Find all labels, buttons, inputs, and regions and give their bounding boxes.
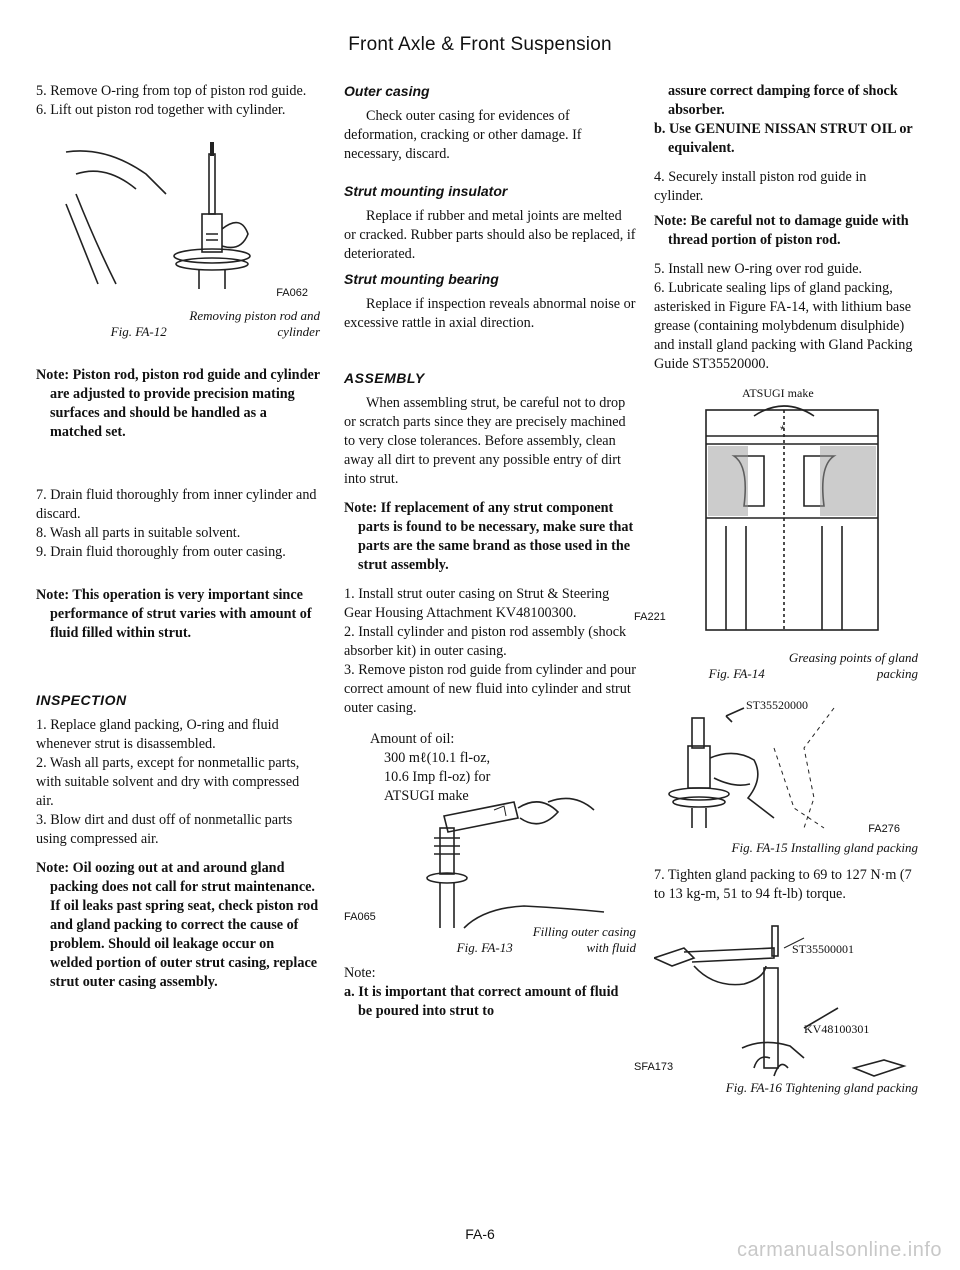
filling-casing-illustration (344, 788, 636, 938)
note-matched-set: Note: Piston rod, piston rod guide and cylinder are adjusted to provide precision mating surfaces and should be handled as a matched set. (36, 367, 320, 440)
figure-fa14 (634, 384, 918, 644)
step-5: 5. Remove O-ring from top of piston rod guide. (36, 83, 307, 99)
note-replacement: Note: If replacement of any strut component parts is found to be necessary, make sure that parts are the same brand as those used in the strut assembly. (344, 500, 634, 573)
assembly-step-2: 2. Install cylinder and piston rod assembly (shock absorber kit) in outer casing. (344, 624, 627, 659)
column-left (36, 82, 320, 992)
figure-fa16-caption (654, 1080, 918, 1096)
figure-fa12-number: Fig. FA-12 (110, 324, 167, 339)
figure-fa15 (654, 688, 918, 838)
figure-fa15-code: FA276 (868, 823, 900, 835)
step-8: 8. Wash all parts in suitable solvent. (36, 525, 241, 541)
oil-amount-label: Amount of oil: (370, 731, 455, 747)
gland-tightening-illustration (654, 918, 918, 1078)
column-middle (344, 82, 636, 1021)
step-7-tighten: 7. Tighten gland packing to 69 to 127 N·m (7 to 13 kg-m, 51 to 94 ft-lb) torque. (654, 867, 912, 902)
figure-fa14-caption (654, 650, 918, 682)
figure-fa13-code: FA065 (344, 911, 376, 923)
step-4-install-guide: 4. Securely install piston rod guide in cylinder. (654, 169, 867, 204)
insulator-text: Replace if rubber and metal joints are melted or cracked. Rubber parts should also be replaced, if deteriorated. (344, 208, 636, 262)
watermark: carmanualsonline.info (736, 1239, 942, 1261)
inspection-step-3: 3. Blow dirt and dust off of nonmetallic parts using compressed air. (36, 812, 293, 847)
step-7: 7. Drain fluid thoroughly from inner cylinder and discard. (36, 487, 317, 522)
outer-casing-text: Check outer casing for evidences of deformation, cracking or other damage. If necessary, discard. (344, 108, 582, 162)
assembly-text: When assembling strut, be careful not to drop or scratch parts since they are precisely machined to very close tolerances. Before assembly, clean away all dirt to prevent any possible entry of dirt into strut. (344, 395, 626, 487)
figure-fa16-code: SFA173 (634, 1061, 674, 1073)
figure-fa15-caption (654, 840, 918, 856)
step-5-oring: 5. Install new O-ring over rod guide. (654, 261, 863, 277)
assembly-step-3: 3. Remove piston rod guide from cylinder and pour correct amount of new fluid into cylinder and strut outer casing. (344, 662, 636, 716)
assembly-step-1: 1. Install strut outer casing on Strut & Steering Gear Housing Attachment KV48100300. (344, 586, 610, 621)
oil-amount-line-1: 300 mℓ(10.1 fl-oz, (384, 750, 491, 766)
step-9: 9. Drain fluid thoroughly from outer casing. (36, 544, 286, 560)
svg-text:*: * (780, 423, 785, 437)
figure-fa16-tool-1: ST35500001 (792, 942, 855, 956)
figure-fa14-number: Fig. FA-14 (708, 666, 765, 681)
inspection-heading: INSPECTION (36, 692, 127, 708)
inspection-step-1: 1. Replace gland packing, O-ring and fluid whenever strut is disassembled. (36, 717, 279, 752)
figure-fa16-number: Fig. FA-16 (725, 1080, 782, 1095)
figure-fa16-title: Tightening gland packing (785, 1080, 918, 1095)
figure-fa12 (36, 134, 320, 300)
gland-packing-greasing-illustration (654, 396, 918, 646)
note-label: Note: (344, 965, 376, 981)
column-right (634, 82, 918, 1096)
step-6: 6. Lift out piston rod together with cylinder. (36, 102, 286, 118)
outer-casing-heading: Outer casing (344, 83, 430, 99)
oil-amount-line-2: 10.6 Imp fl-oz) for (384, 769, 491, 785)
oil-amount-line-3: ATSUGI make (384, 788, 469, 804)
note-oil-oozing: Note: Oil oozing out at and around gland packing does not call for strut maintenance. If oil leaks past spring seat, check piston rod and gland packing to correct the cause of problem. Should oil leakage occur on welded portion of outer strut casing, replace strut outer casing assembly. (36, 860, 319, 990)
figure-fa16 (634, 918, 918, 1078)
note-a: a. It is important that correct amount of fluid be poured into strut to (344, 984, 619, 1019)
note-a-continued: assure correct damping force of shock absorber. (668, 83, 898, 118)
bearing-heading: Strut mounting bearing (344, 271, 499, 287)
figure-fa16-tool-2: KV48100301 (804, 1022, 870, 1036)
figure-fa15-title: Installing gland packing (790, 840, 918, 855)
figure-fa12-caption (36, 308, 320, 340)
page-number: FA-6 (465, 1226, 495, 1242)
figure-fa14-top-label: ATSUGI make (742, 386, 814, 400)
page-header: Front Axle & Front Suspension (348, 34, 612, 55)
figure-fa12-title: Removing piston rod and cylinder (189, 308, 320, 339)
figure-fa15-tool-label: ST35520000 (746, 698, 809, 712)
figure-fa13 (344, 788, 636, 938)
figure-fa12-code: FA062 (276, 287, 308, 299)
note-b: b. Use GENUINE NISSAN STRUT OIL or equivalent. (654, 121, 913, 156)
figure-fa13-title: Filling outer casing with fluid (532, 924, 636, 955)
inspection-step-2: 2. Wash all parts, except for nonmetallic parts, with suitable solvent and dry with compressed air. (36, 755, 300, 809)
figure-fa14-title: Greasing points of gland packing (788, 650, 918, 681)
figure-fa13-number: Fig. FA-13 (456, 940, 513, 955)
step-6-lubricate: 6. Lubricate sealing lips of gland packing, asterisked in Figure FA-14, with lithium base grease (containing molybdenum disulphide) and install gland packing with Gland Packing Guide ST35520000. (654, 280, 913, 372)
figure-fa14-code: FA221 (634, 611, 666, 623)
assembly-heading: ASSEMBLY (344, 370, 425, 386)
note-operation: Note: This operation is very important since performance of strut varies with amount of fluid filled within strut. (36, 587, 312, 641)
piston-rod-removal-illustration (36, 134, 320, 294)
insulator-heading: Strut mounting insulator (344, 183, 508, 199)
note-damage-guide: Note: Be careful not to damage guide with thread portion of piston rod. (654, 213, 909, 248)
figure-fa15-number: Fig. FA-15 (731, 840, 788, 855)
bearing-text: Replace if inspection reveals abnormal noise or excessive rattle in axial direction. (344, 296, 636, 331)
gland-packing-install-illustration (654, 688, 918, 838)
